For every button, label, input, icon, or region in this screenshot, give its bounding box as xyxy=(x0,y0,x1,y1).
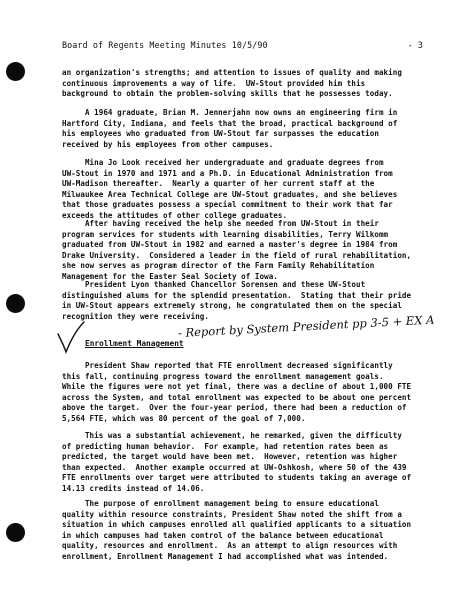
paragraph: This was a substantial achievement, he remarked, given the difficulty of predicting human behavior. For example, had retention rates been as predicted, the target would have been met. However, retention was higher than expected. Another example occurred at UW-Oshkosh, where 50 of the 439 FTE enrollments over target were attributed to students taking an average of 14.13 credits instead of 14.06. xyxy=(62,431,412,493)
punch-hole xyxy=(6,62,25,81)
paragraph: President Lyon thanked Chancellor Sorensen and these UW-Stout distinguished alums for the splendid presentation. Stating that their pride in UW-Stout appears extremely strong, he congratulated them on the special recognition they were receiving. xyxy=(62,280,412,321)
paragraph: The purpose of enrollment management being to ensure educational quality within resource constraints, President Shaw noted the shift from a situation in which campuses enrolled all qualified applicants to a situation in which campuses had taken control of the balance between educational quality, resources and enrollment. As an attempt to align resources with enrollment, Enrollment Management I had accomplished what was intended. xyxy=(62,499,412,561)
paragraph: Mina Jo Look received her undergraduate and graduate degrees from UW-Stout in 1970 and 1971 and a Ph.D. in Educational Administration from UW-Madison thereafter. Nearly a quarter of her current staff at the Milwaukee Area Technical College are UW-Stout graduates, and she believes that those graduates possess a special commitment to their work that far exceeds the attitudes of other college graduates. xyxy=(62,158,398,220)
paragraph: President Shaw reported that FTE enrollment decreased significantly this fall, continuing progress toward the enrollment management goals. While the figures were not yet final, there was a decline of about 1,000 FTE across the System, and total enrollment was expected to be about one percent above the target. Over the four-year period, there had been a reduction of 5,564 FTE, which was 80 percent of the goal of 7,000. xyxy=(62,361,412,423)
paragraph: After having received the help she needed from UW-Stout in their program services for students with learning disabilities, Terry Wilkomm graduated from UW-Stout in 1982 and earned a master's degree in 1984 from Drake University. Considered a leader in the field of rural rehabilitation, she now serves as program director of the Farm Family Rehabilitation Management for the Easter Seal Society of Iowa. xyxy=(62,219,412,281)
paragraph: A 1964 graduate, Brian M. Jennerjahn now owns an engineering firm in Hartford City, Indiana, and feels that the broad, practical background of his employees who graduated from UW-Stout far surpasses the education received by his employees from other campuses. xyxy=(62,108,398,149)
section-heading: Enrollment Management xyxy=(85,339,184,348)
handwritten-annotation: - Report by System President pp 3-5 + EX A xyxy=(177,312,435,340)
header-title: Board of Regents Meeting Minutes 10/5/90 xyxy=(62,40,268,50)
handwritten-checkmark-icon xyxy=(56,320,86,354)
paragraph: an organization's strengths; and attention to issues of quality and making continuous improvements a way of life. UW-Stout provided him this background to obtain the problem-solving skills that he possesses today. xyxy=(62,68,402,99)
punch-hole xyxy=(6,294,25,313)
punch-hole xyxy=(6,523,25,542)
page-number: - 3 xyxy=(407,40,423,50)
